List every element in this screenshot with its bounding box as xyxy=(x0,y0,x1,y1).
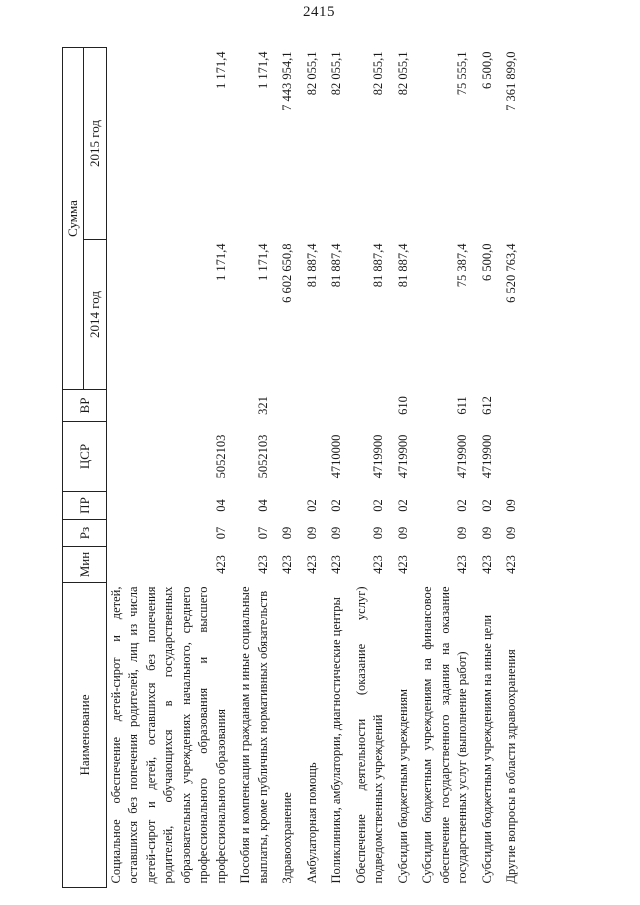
cell-rz: 09 xyxy=(395,526,410,540)
cell-pr: 02 xyxy=(329,499,343,512)
cell-vr xyxy=(497,390,522,422)
cell-name: Социальное обеспечение детей-сирот и детей, оставшихся без попечения родителей, лиц из числа детей-сирот и детей, оставшихся без попечения родителей, обучающихся в государственных образовательных учреждениях начального, среднего профессионального образования и высшего профессионального образования xyxy=(108,586,228,884)
table-row xyxy=(322,48,347,888)
cell-sum-2014: 81 887,4 xyxy=(371,243,385,288)
cell-min: 423 xyxy=(280,555,294,574)
page-number: 2415 xyxy=(303,4,335,20)
cell-sum-2014: 81 887,4 xyxy=(395,243,410,288)
table-row xyxy=(347,48,389,888)
cell-sum-2015: 1 171,4 xyxy=(255,51,270,89)
table-row xyxy=(106,48,231,888)
cell-csr: 4710000 xyxy=(329,434,343,479)
cell-min: 423 xyxy=(455,555,469,574)
cell-csr: 5052103 xyxy=(213,434,228,479)
cell-sum-2014: 6 520 763,4 xyxy=(504,243,518,303)
cell-min: 423 xyxy=(395,555,410,574)
cell-pr: 09 xyxy=(504,499,518,512)
cell-rz: 09 xyxy=(329,526,343,540)
rotated-table-container xyxy=(62,48,612,888)
header-vr: ВР xyxy=(63,390,107,422)
header-pr: ПР xyxy=(63,492,107,520)
table-row xyxy=(298,48,323,888)
table-row xyxy=(473,48,498,888)
header-year-2014: 2014 год xyxy=(83,240,106,390)
cell-sum-2015: 1 171,4 xyxy=(213,51,228,89)
table-row xyxy=(231,48,273,888)
cell-rz: 09 xyxy=(504,526,518,540)
header-row xyxy=(63,48,84,888)
cell-sum-2015: 82 055,1 xyxy=(371,51,385,96)
cell-sum-2014: 75 387,4 xyxy=(455,243,469,288)
cell-min: 423 xyxy=(213,555,228,574)
cell-rz: 09 xyxy=(455,526,469,540)
cell-vr xyxy=(273,390,298,422)
cell-sum-2014: 6 602 650,8 xyxy=(280,243,294,303)
cell-csr: 4719900 xyxy=(455,434,469,479)
cell-sum-2015: 75 555,1 xyxy=(455,51,469,96)
cell-rz: 09 xyxy=(280,526,294,540)
cell-min: 423 xyxy=(504,555,518,574)
cell-csr xyxy=(298,422,323,492)
cell-min: 423 xyxy=(371,555,385,574)
table-row xyxy=(413,48,473,888)
cell-vr: 612 xyxy=(479,396,494,415)
cell-rz: 09 xyxy=(304,526,319,540)
table-row xyxy=(497,48,522,888)
cell-name: Здравоохранение xyxy=(280,792,294,884)
cell-sum-2015: 82 055,1 xyxy=(329,51,343,96)
cell-vr xyxy=(106,390,231,422)
header-sum: Сумма xyxy=(63,48,84,390)
header-name: Наименование xyxy=(63,583,107,888)
cell-sum-2015: 82 055,1 xyxy=(304,51,319,96)
cell-csr: 5052103 xyxy=(255,434,270,479)
cell-sum-2014: 1 171,4 xyxy=(255,243,270,281)
header-min: Мин xyxy=(63,547,107,583)
cell-rz: 09 xyxy=(479,526,494,540)
budget-table xyxy=(62,47,522,888)
cell-name: Амбулаторная помощь xyxy=(304,762,319,884)
cell-pr: 04 xyxy=(213,499,228,512)
cell-name: Другие вопросы в области здравоохранения xyxy=(504,649,518,884)
cell-sum-2014: 1 171,4 xyxy=(213,243,228,281)
cell-csr: 4719900 xyxy=(395,434,410,479)
cell-sum-2014: 6 500,0 xyxy=(479,243,494,281)
cell-csr: 4719900 xyxy=(479,434,494,479)
cell-sum-2015: 6 500,0 xyxy=(479,51,494,89)
cell-pr: 04 xyxy=(255,499,270,512)
header-csr: ЦСР xyxy=(63,422,107,492)
cell-sum-2015: 7 361 899,0 xyxy=(504,51,518,111)
cell-vr: 610 xyxy=(395,396,410,415)
cell-rz: 07 xyxy=(255,526,270,540)
cell-min: 423 xyxy=(329,555,343,574)
cell-name: Субсидии бюджетным учреждениям на иные цели xyxy=(479,614,494,884)
cell-rz: 07 xyxy=(213,526,228,540)
cell-pr: 02 xyxy=(455,499,469,512)
cell-vr xyxy=(322,390,347,422)
cell-vr xyxy=(298,390,323,422)
cell-pr: 02 xyxy=(304,499,319,512)
table-row xyxy=(389,48,414,888)
cell-min: 423 xyxy=(479,555,494,574)
cell-name: Пособия и компенсации гражданам и иные социальные выплаты, кроме публичных нормативных обязательств xyxy=(238,586,270,884)
cell-name: Обеспечение деятельности (оказание услуг) подведомственных учреждений xyxy=(353,586,385,884)
cell-pr: 02 xyxy=(395,499,410,512)
cell-min: 423 xyxy=(304,555,319,574)
table-row xyxy=(273,48,298,888)
cell-csr: 4719900 xyxy=(371,434,385,479)
cell-sum-2014: 81 887,4 xyxy=(329,243,343,288)
header-year-2015: 2015 год xyxy=(83,48,106,240)
cell-pr: 02 xyxy=(479,499,494,512)
cell-sum-2014: 81 887,4 xyxy=(304,243,319,288)
table-body xyxy=(106,48,522,888)
cell-rz: 09 xyxy=(371,526,385,540)
cell-name: Субсидии бюджетным учреждениям xyxy=(395,688,410,884)
cell-sum-2015: 82 055,1 xyxy=(395,51,410,96)
cell-sum-2015: 7 443 954,1 xyxy=(280,51,294,111)
cell-vr xyxy=(347,390,389,422)
cell-pr: 02 xyxy=(371,499,385,512)
cell-pr xyxy=(273,492,298,520)
cell-csr xyxy=(497,422,522,492)
cell-min: 423 xyxy=(255,555,270,574)
cell-vr: 611 xyxy=(455,396,469,415)
cell-name: Субсидии бюджетным учреждениям на финансовое обеспечение государственного задания на оказание государственных услуг (выполнение работ) xyxy=(420,586,469,884)
cell-csr xyxy=(273,422,298,492)
cell-name: Поликлиники, амбулатории, диагностические центры xyxy=(329,597,343,884)
header-rz: Рз xyxy=(63,520,107,547)
cell-vr: 321 xyxy=(255,396,270,415)
